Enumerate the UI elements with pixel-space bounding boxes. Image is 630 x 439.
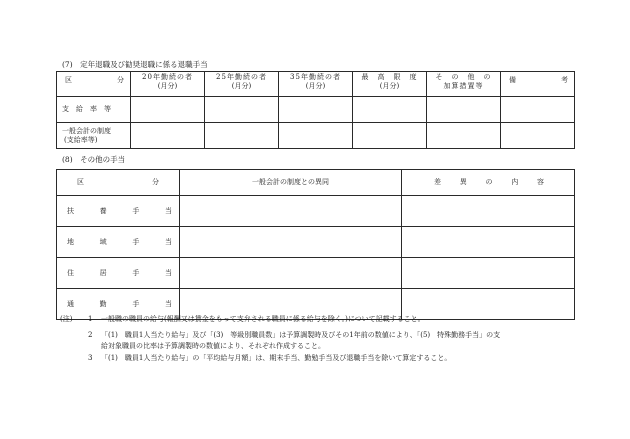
col-header-line1: 20年勤続の者 — [142, 73, 193, 81]
cell — [427, 123, 501, 149]
other-allowances-table — [56, 169, 575, 320]
kubun-char: 区 — [77, 178, 84, 186]
col-25yr-header — [205, 72, 279, 97]
remarks-char: 備 — [509, 76, 516, 84]
note-number: 1 — [88, 315, 93, 323]
row-label-payment-rate — [57, 97, 131, 123]
row-label-dependent-allowance — [57, 196, 180, 227]
section8-title: (8) その他の手当 — [62, 155, 126, 164]
cell — [180, 227, 402, 258]
difference-char: 異 — [459, 178, 467, 186]
note-2-text: 「(1) 職員1人当たり給与」及び「(3) 等級別職員数」は予算調製時及びその1年前の数値により、「(5) 特殊勤務手当」の支 — [101, 331, 501, 339]
row-label-line2: (支給率等) — [64, 135, 98, 144]
label-char: 住 — [67, 268, 74, 277]
label-char: 当 — [164, 268, 172, 277]
note-number: 3 — [88, 354, 93, 362]
kubun-char: 分 — [117, 76, 124, 84]
cell — [205, 123, 279, 149]
col-header-line1: 最 高 限 度 — [361, 73, 418, 81]
col-header-line2: (月分) — [157, 82, 178, 90]
col-header-line1: そ の 他 の — [435, 73, 492, 81]
cell — [402, 258, 575, 289]
difference-char: 容 — [537, 178, 544, 186]
row-label: 支 給 率 等 — [62, 105, 111, 113]
label-char: 域 — [99, 237, 107, 246]
note-3-text: 「(1) 職員1人当たり給与」の「平均給与月額」は、期末手当、勤勉手当及び退職手当を除いて算定すること。 — [101, 354, 452, 362]
cell — [402, 289, 575, 320]
label-char: 養 — [99, 206, 107, 215]
section7-title: (7) 定年退職及び勧奨退職に係る退職手当 — [62, 60, 208, 69]
difference-char: の — [485, 178, 493, 186]
cell — [501, 97, 575, 123]
col-header-line2: (月分) — [305, 82, 326, 90]
col-header-line1: 35年勤続の者 — [290, 73, 341, 81]
label-char: 手 — [132, 299, 140, 308]
col-header-line2: (月分) — [379, 82, 400, 90]
cell — [180, 258, 402, 289]
col-20yr-header — [131, 72, 205, 97]
difference-char: 差 — [434, 178, 441, 186]
note-2-continuation: 給対象職員の比率は予算調製時の数値により、それぞれ作成すること。 — [101, 342, 325, 350]
cell — [279, 97, 353, 123]
cell — [180, 196, 402, 227]
cell — [427, 97, 501, 123]
row-label-housing-allowance — [57, 258, 180, 289]
kubun-header — [57, 72, 131, 97]
cell — [353, 123, 427, 149]
comparison-header-text: 一般会計の制度との異同 — [252, 178, 329, 186]
col-header-line1: 25年勤続の者 — [216, 73, 267, 81]
row-label-line1: 一般会計の制度 — [62, 126, 111, 135]
cell — [402, 196, 575, 227]
cell — [501, 123, 575, 149]
col-35yr-header — [279, 72, 353, 97]
kubun-char: 分 — [152, 178, 159, 186]
col-header-line2: (月分) — [231, 82, 252, 90]
cell — [131, 97, 205, 123]
note-1-text: 一般職の職員の給与(報酬又は賃金をもって支弁される職員に係る給与を除く。)について記載すること。 — [101, 315, 425, 323]
comparison-header — [180, 170, 402, 196]
cell — [353, 97, 427, 123]
cell — [205, 97, 279, 123]
label-char: 地 — [67, 237, 74, 246]
label-char: 通 — [67, 299, 74, 308]
label-char: 手 — [132, 237, 140, 246]
col-header-line2: 加算措置等 — [443, 82, 484, 90]
remarks-header — [501, 72, 575, 97]
cell — [402, 227, 575, 258]
retirement-allowance-table — [56, 71, 575, 149]
difference-char: 内 — [511, 178, 519, 186]
difference-header — [402, 170, 575, 196]
label-char: 扶 — [67, 206, 74, 215]
row-label-regional-allowance — [57, 227, 180, 258]
label-char: 手 — [132, 268, 140, 277]
row-label-general-account — [57, 123, 131, 149]
label-char: 当 — [164, 206, 172, 215]
label-char: 居 — [99, 268, 107, 277]
label-char: 当 — [164, 299, 172, 308]
notes-prefix: (注) — [60, 315, 73, 323]
label-char: 勤 — [99, 299, 107, 308]
label-char: 当 — [164, 237, 172, 246]
label-char: 手 — [132, 206, 140, 215]
kubun-char: 区 — [65, 76, 72, 84]
remarks-char: 考 — [561, 76, 568, 84]
kubun-header — [57, 170, 180, 196]
col-other-measures-header — [427, 72, 501, 97]
cell — [131, 123, 205, 149]
col-max-limit-header — [353, 72, 427, 97]
note-number: 2 — [88, 331, 93, 339]
cell — [279, 123, 353, 149]
